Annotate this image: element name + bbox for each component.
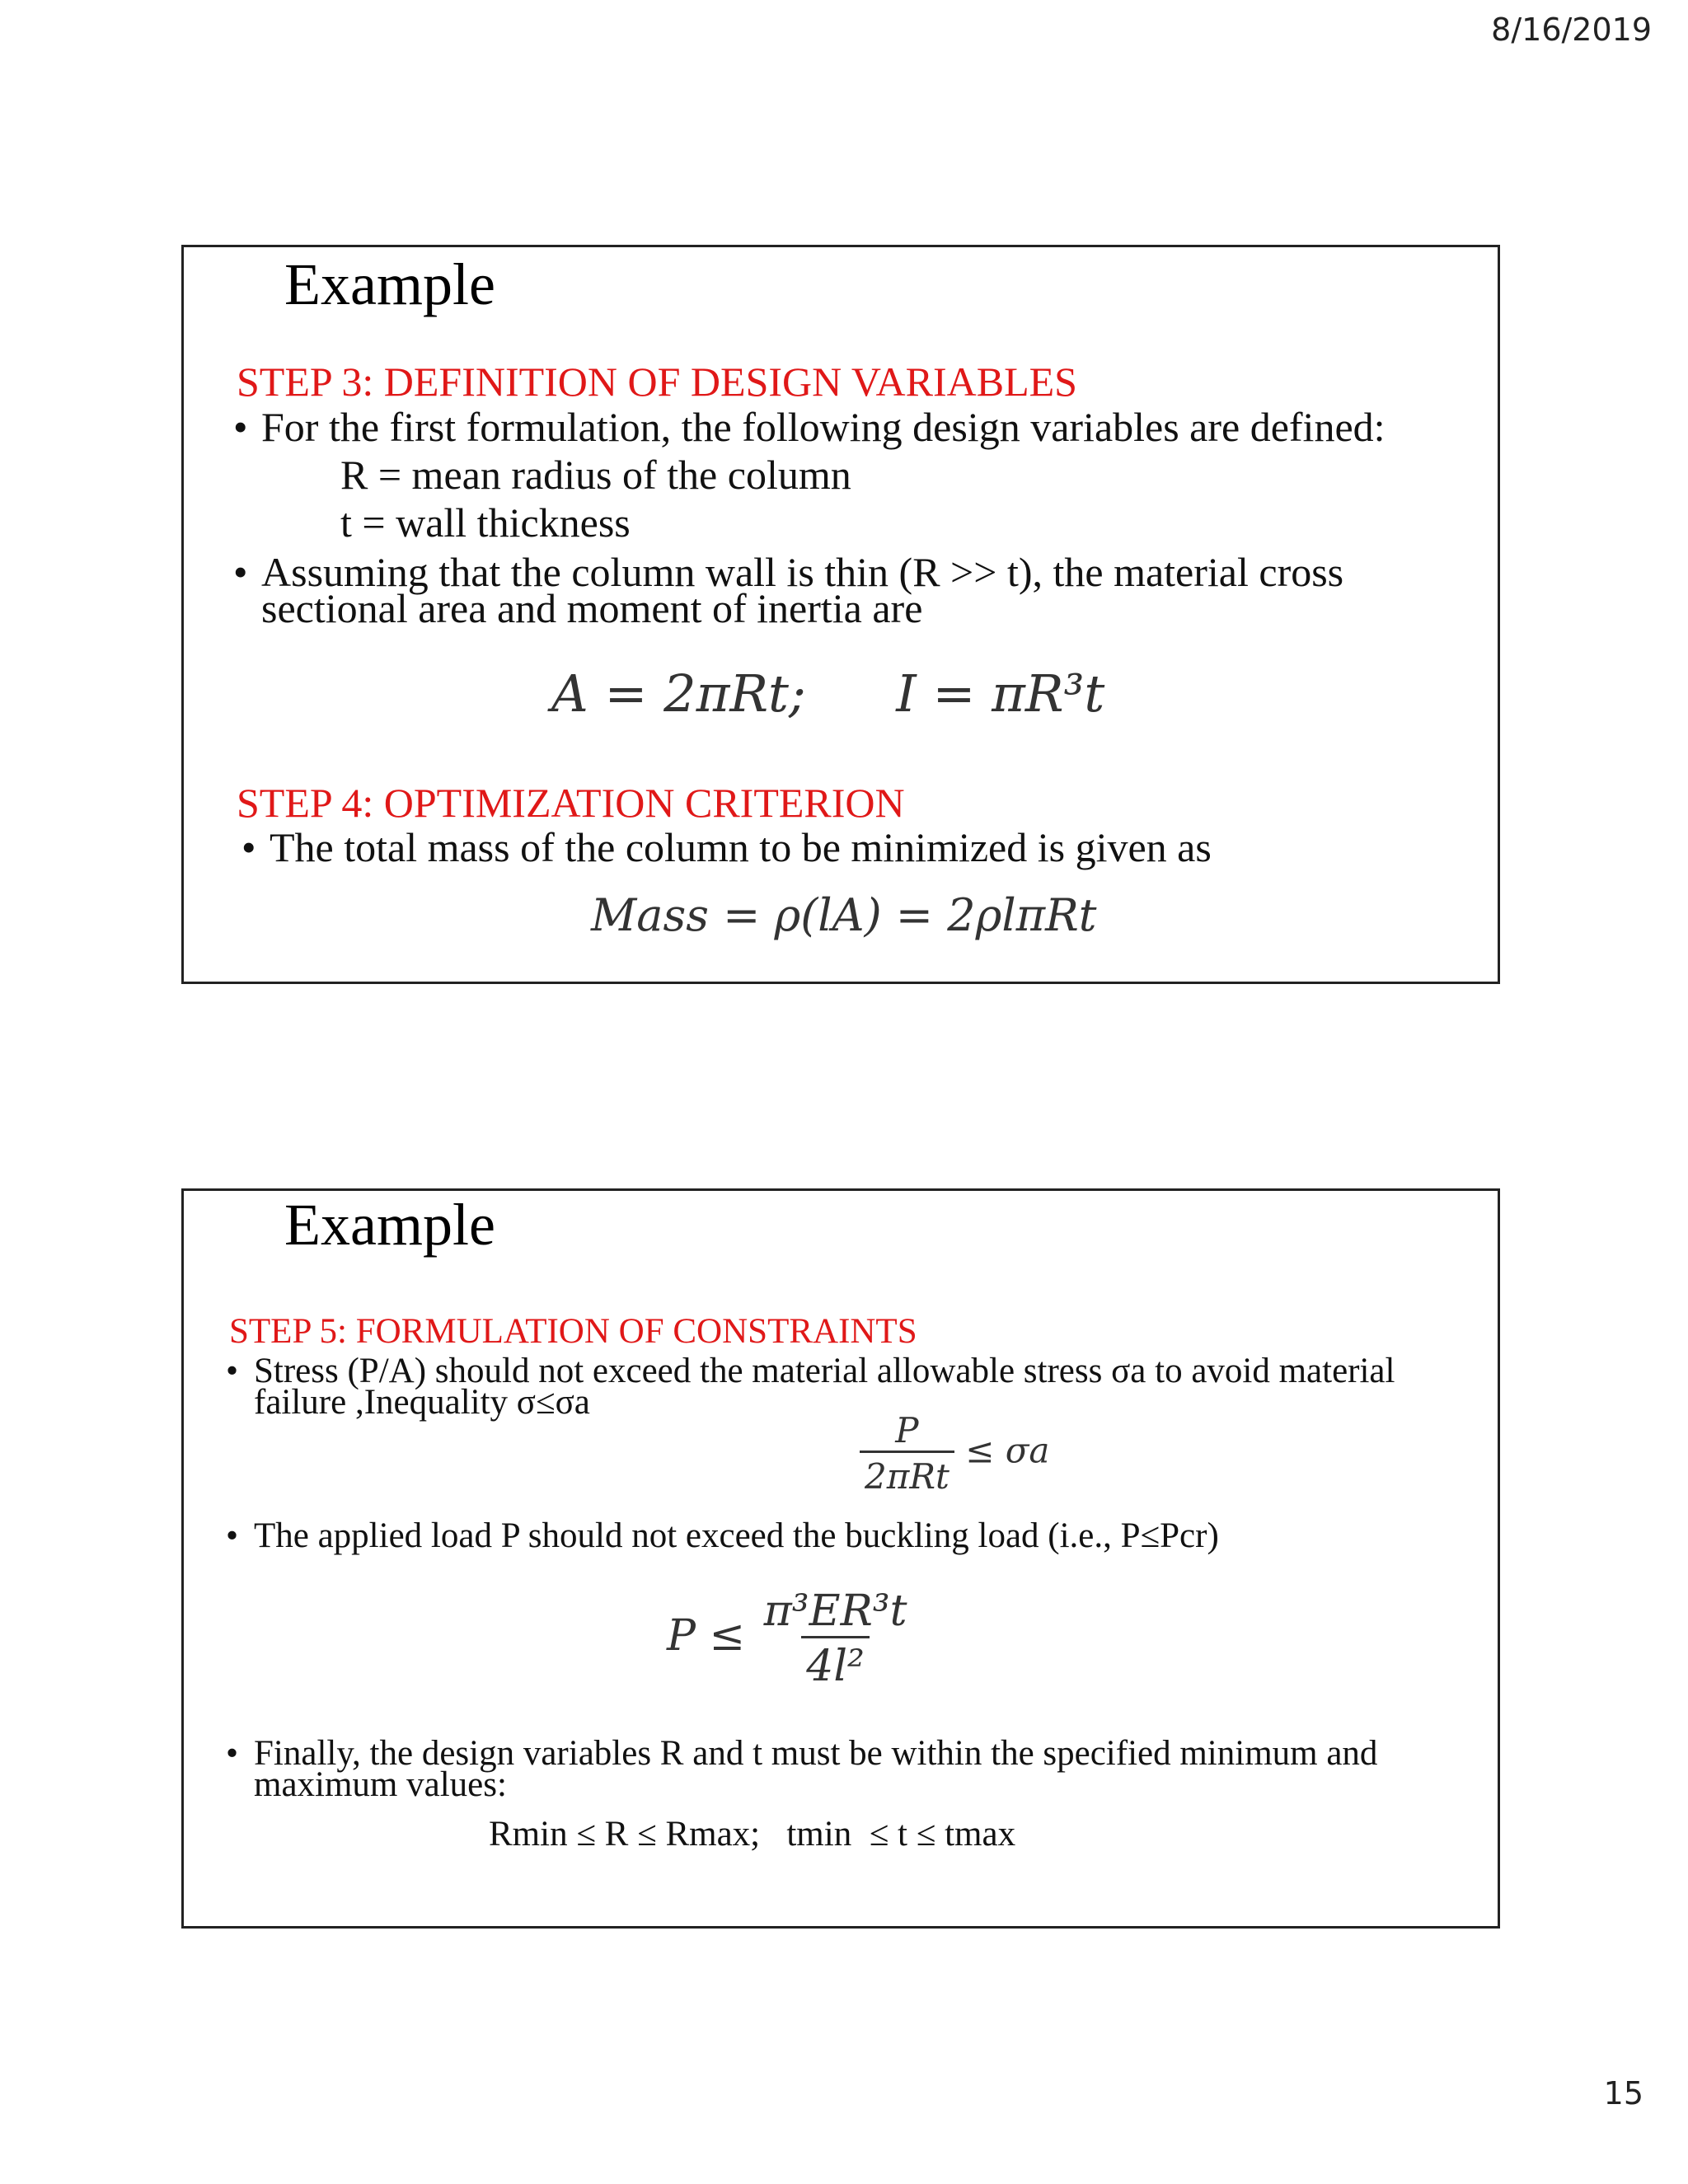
slide-1 [181,245,1500,984]
bullet-marker: • [226,1352,239,1390]
step-5-heading: STEP 5: FORMULATION OF CONSTRAINTS [229,1312,917,1351]
buckling-numerator: π³ER³t [763,1586,907,1636]
step-3-heading: STEP 3: DEFINITION OF DESIGN VARIABLES [237,359,1077,405]
bullet-marker: • [233,404,248,450]
equation-buckling [667,1586,912,1691]
bullet-text-line-1: Finally, the design variables R and t must be within the specified minimum and [254,1734,1378,1773]
bullet-buckling-constraint [226,1516,1219,1555]
bullet-thin-wall-assumption [233,549,1344,631]
page-number: 15 [1603,2075,1643,2111]
slide-2-title: Example [284,1192,495,1258]
step-4-heading: STEP 4: OPTIMIZATION CRITERION [237,780,905,826]
bullet-total-mass [241,824,1212,870]
equation-area: A = 2πRt; [551,663,806,724]
stress-rhs: ≤ σa [965,1430,1050,1471]
header-date: 8/16/2019 [1491,12,1652,48]
equation-inertia: I = πR³t [896,663,1105,724]
buckling-denominator: 4l² [801,1636,870,1691]
bullet-text: The applied load P should not exceed the buckling load (i.e., P≤Pcr) [254,1516,1219,1555]
bullet-text: For the first formulation, the following design variables are defined: [261,404,1386,450]
bullet-text-line-1: Stress (P/A) should not exceed the material allowable stress σa to avoid material [254,1352,1395,1390]
equation-area-inertia [551,663,1104,724]
buckling-lhs: P ≤ [667,1611,746,1661]
stress-fraction [860,1410,954,1497]
bullet-design-variables [233,404,1386,450]
variable-r-definition: R = mean radius of the column [340,452,851,498]
buckling-fraction [759,1586,912,1691]
bullet-marker: • [233,549,248,595]
bullet-variable-bounds [226,1734,1378,1804]
slide-2 [181,1188,1500,1929]
variable-t-definition: t = wall thickness [340,499,631,546]
stress-denominator: 2πRt [860,1451,954,1497]
equation-mass: Mass = ρ(lA) = 2ρlπRt [591,889,1097,941]
stress-numerator: P [895,1410,919,1451]
bullet-stress-constraint [226,1352,1395,1422]
bullet-marker: • [226,1734,239,1773]
bullet-text-line-2: failure ,Inequality σ≤σa [254,1383,590,1422]
bullet-marker: • [241,824,256,870]
bullet-text: The total mass of the column to be minimized is given as [270,824,1212,870]
slide-1-title: Example [284,251,495,317]
equation-stress [860,1410,1049,1497]
bullet-text-line-2: sectional area and moment of inertia are [261,585,923,631]
bullet-marker: • [226,1516,239,1555]
bullet-text-line-1: Assuming that the column wall is thin (R >> t), the material cross [261,549,1344,595]
bounds-inequality: Rmin ≤ R ≤ Rmax; tmin ≤ t ≤ tmax [489,1815,1016,1854]
bullet-text-line-2: maximum values: [254,1765,507,1804]
